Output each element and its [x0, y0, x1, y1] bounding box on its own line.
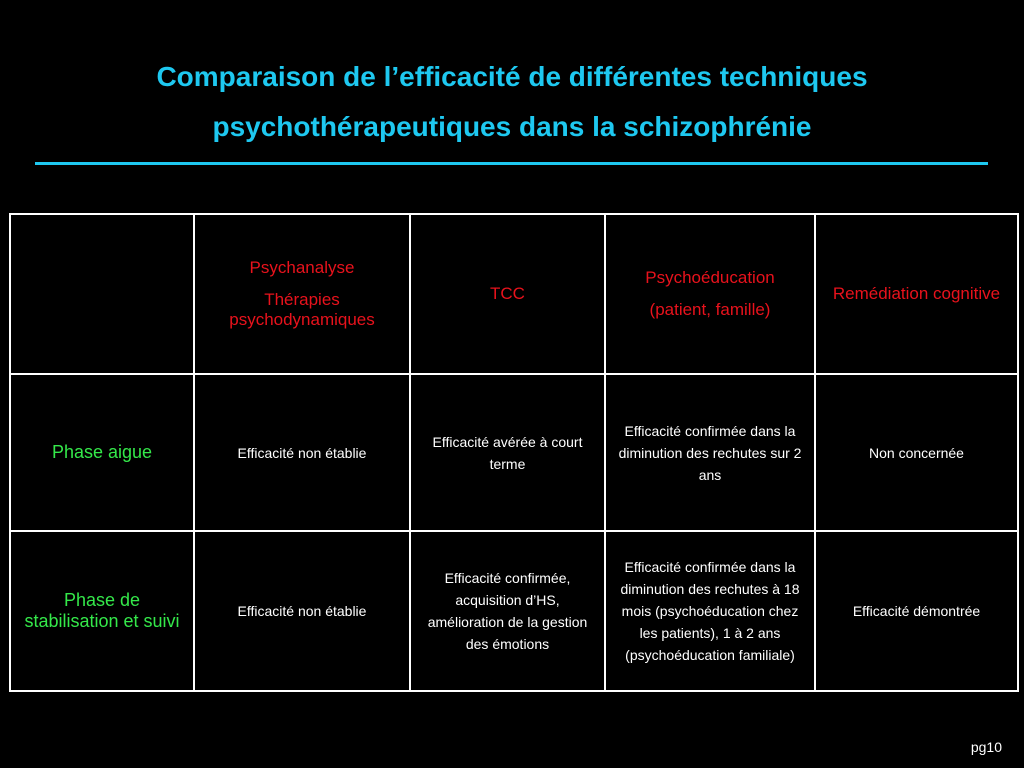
- slide-title-line-2: psychothérapeutiques dans la schizophrénie: [212, 111, 812, 142]
- cell-text: Efficacité démontrée: [852, 603, 981, 619]
- cell-text: Non concernée: [869, 444, 964, 461]
- slide-title: [30, 52, 994, 152]
- phase-label: Phase aigue: [51, 442, 153, 462]
- header-psychoeducation: [605, 214, 815, 374]
- table-cell: [605, 531, 815, 691]
- header-label: Psychoéducation: [645, 268, 775, 287]
- phase-label: Phase de stabilisation et suivi: [24, 590, 180, 631]
- header-sublabel: Thérapies psychodynamiques: [229, 290, 375, 329]
- header-tcc: [410, 214, 605, 374]
- comparison-table: [9, 213, 1019, 692]
- header-psychanalyse: [194, 214, 410, 374]
- table-row-phase-stabilisation: [10, 531, 1018, 691]
- cell-text: Efficacité confirmée, acquisition d’HS, amélioration de la gestion des émotions: [427, 570, 588, 652]
- table-row-phase-aigue: [10, 374, 1018, 531]
- header-sublabel: (patient, famille): [649, 300, 771, 319]
- header-corner-cell: [10, 214, 194, 374]
- table-cell: [194, 374, 410, 531]
- header-remediation-cognitive: [815, 214, 1018, 374]
- row-label-cell: [10, 374, 194, 531]
- cell-text: Efficacité avérée à court terme: [432, 433, 583, 472]
- table-header-row: [10, 214, 1018, 374]
- row-label-cell: [10, 531, 194, 691]
- title-underline: [35, 162, 988, 165]
- header-label: TCC: [490, 284, 525, 303]
- table-cell: [815, 531, 1018, 691]
- table-cell: [194, 531, 410, 691]
- cell-text: Efficacité non établie: [237, 444, 367, 461]
- page-number: pg10: [970, 739, 1002, 755]
- table-cell: [410, 374, 605, 531]
- cell-text: Efficacité confirmée dans la diminution des rechutes à 18 mois (psychoéducation chez les patients), 1 à 2 ans (psychoéducation familiale): [620, 559, 800, 663]
- slide-title-line-1: Comparaison de l’efficacité de différentes techniques: [156, 61, 868, 92]
- cell-text: Efficacité confirmée dans la diminution des rechutes sur 2 ans: [618, 422, 802, 483]
- header-label: Psychanalyse: [249, 258, 355, 277]
- table-cell: [815, 374, 1018, 531]
- table-cell: [410, 531, 605, 691]
- table-cell: [605, 374, 815, 531]
- cell-text: Efficacité non établie: [237, 603, 367, 619]
- header-label: Remédiation cognitive: [832, 284, 1001, 303]
